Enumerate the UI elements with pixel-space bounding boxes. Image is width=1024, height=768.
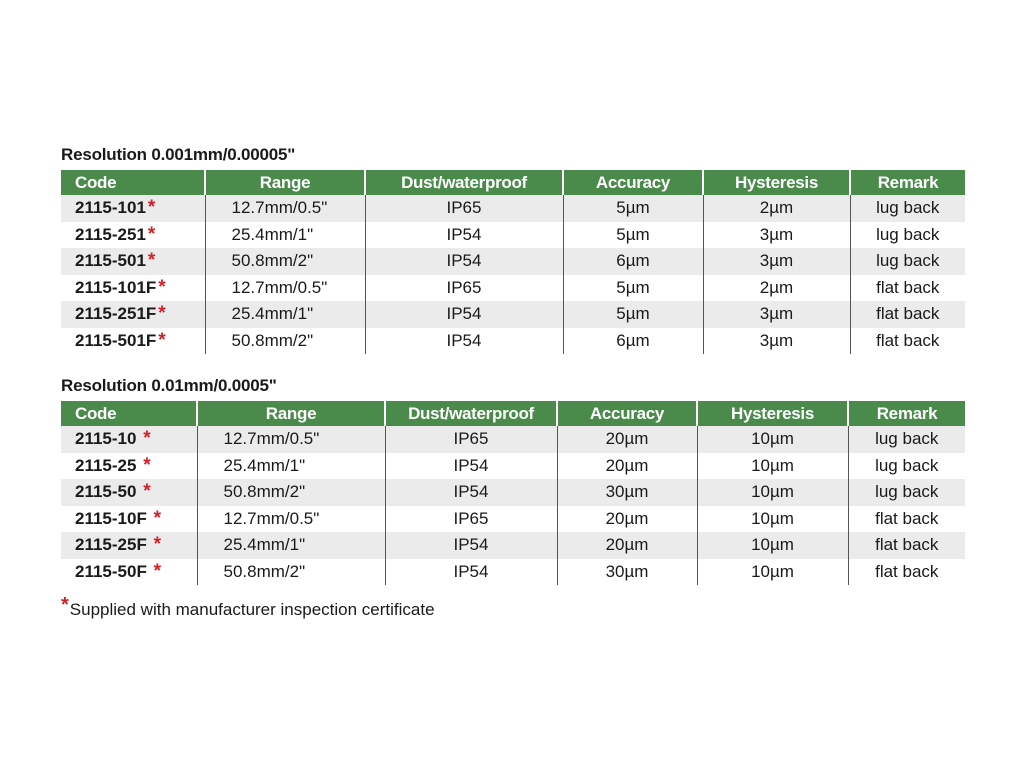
cell-remark: flat back — [848, 506, 965, 533]
cell-range: 50.8mm/2" — [205, 248, 365, 275]
cell-remark: flat back — [848, 559, 965, 586]
cell-range: 25.4mm/1" — [205, 222, 365, 249]
cell-hysteresis: 2µm — [703, 275, 850, 302]
cell-ip: IP54 — [365, 301, 563, 328]
cell-accuracy: 5µm — [563, 301, 703, 328]
cell-hysteresis: 10µm — [697, 506, 848, 533]
cell-code — [61, 328, 205, 355]
cell-accuracy: 20µm — [557, 426, 697, 453]
header-accuracy: Accuracy — [557, 401, 697, 426]
cell-range: 12.7mm/0.5" — [205, 195, 365, 222]
certificate-star: * — [158, 276, 166, 298]
code-text: 2115-101F — [75, 277, 157, 297]
code-text: 2115-10F — [75, 508, 147, 528]
table-row — [61, 506, 965, 533]
cell-range: 25.4mm/1" — [205, 301, 365, 328]
table-row — [61, 328, 965, 355]
cell-ip: IP65 — [385, 426, 557, 453]
cell-accuracy: 6µm — [563, 328, 703, 355]
header-accuracy: Accuracy — [563, 170, 703, 195]
code-text: 2115-101 — [75, 198, 146, 218]
certificate-star: * — [153, 507, 161, 529]
table-row — [61, 222, 965, 249]
table-row — [61, 275, 965, 302]
cell-hysteresis: 3µm — [703, 328, 850, 355]
cell-hysteresis: 3µm — [703, 248, 850, 275]
cell-code — [61, 532, 197, 559]
header-code: Code — [61, 170, 205, 195]
cell-remark: flat back — [848, 532, 965, 559]
cell-code — [61, 559, 197, 586]
cell-accuracy: 20µm — [557, 453, 697, 480]
spec-table-2 — [61, 401, 965, 585]
spec-table-1 — [61, 170, 965, 354]
certificate-star: * — [143, 481, 151, 503]
code-text: 2115-50F — [75, 561, 147, 581]
cell-accuracy: 20µm — [557, 532, 697, 559]
table-row — [61, 532, 965, 559]
cell-code — [61, 195, 205, 222]
cell-ip: IP54 — [385, 453, 557, 480]
code-text: 2115-501 — [75, 251, 146, 271]
certificate-star: * — [143, 428, 151, 450]
cell-hysteresis: 10µm — [697, 479, 848, 506]
cell-code — [61, 275, 205, 302]
cell-range: 50.8mm/2" — [197, 559, 385, 586]
certificate-star: * — [147, 223, 156, 245]
certificate-star: * — [158, 303, 166, 325]
cell-remark: flat back — [850, 328, 965, 355]
cell-accuracy: 6µm — [563, 248, 703, 275]
table-row — [61, 195, 965, 222]
cell-range: 12.7mm/0.5" — [205, 275, 365, 302]
footnote-text: Supplied with manufacturer inspection certificate — [69, 600, 435, 619]
section-title-2: Resolution 0.01mm/0.0005" — [61, 376, 277, 395]
cell-remark: lug back — [850, 222, 965, 249]
cell-accuracy: 5µm — [563, 195, 703, 222]
section-title-1: Resolution 0.001mm/0.00005" — [61, 145, 296, 164]
header-hysteresis: Hysteresis — [703, 170, 850, 195]
header-range: Range — [197, 401, 385, 426]
cell-ip: IP65 — [385, 506, 557, 533]
cell-hysteresis: 10µm — [697, 453, 848, 480]
cell-range: 25.4mm/1" — [197, 453, 385, 480]
code-text: 2115-501F — [75, 330, 157, 350]
certificate-star: * — [61, 594, 69, 616]
cell-ip: IP54 — [365, 222, 563, 249]
cell-ip: IP54 — [385, 559, 557, 586]
code-text: 2115-251 — [75, 224, 146, 244]
cell-range: 50.8mm/2" — [197, 479, 385, 506]
certificate-star: * — [153, 534, 161, 556]
code-text: 2115-10 — [75, 429, 137, 449]
cell-ip: IP65 — [365, 275, 563, 302]
cell-hysteresis: 10µm — [697, 559, 848, 586]
header-code: Code — [61, 401, 197, 426]
table-row — [61, 479, 965, 506]
cell-remark: flat back — [850, 275, 965, 302]
code-text: 2115-50 — [75, 482, 137, 502]
header-dust-waterproof: Dust/waterproof — [385, 401, 557, 426]
cell-ip: IP54 — [365, 248, 563, 275]
header-remark: Remark — [848, 401, 965, 426]
cell-range: 25.4mm/1" — [197, 532, 385, 559]
certificate-star: * — [147, 250, 156, 272]
cell-remark: lug back — [848, 453, 965, 480]
cell-code — [61, 222, 205, 249]
cell-remark: lug back — [848, 426, 965, 453]
cell-remark: lug back — [848, 479, 965, 506]
cell-accuracy: 20µm — [557, 506, 697, 533]
cell-code — [61, 248, 205, 275]
table-row — [61, 453, 965, 480]
cell-hysteresis: 10µm — [697, 532, 848, 559]
cell-code — [61, 301, 205, 328]
certificate-star: * — [147, 197, 156, 219]
cell-range: 12.7mm/0.5" — [197, 426, 385, 453]
cell-code — [61, 426, 197, 453]
header-hysteresis: Hysteresis — [697, 401, 848, 426]
cell-remark: lug back — [850, 195, 965, 222]
cell-remark: flat back — [850, 301, 965, 328]
header-dust-waterproof: Dust/waterproof — [365, 170, 563, 195]
certificate-star: * — [153, 560, 161, 582]
cell-accuracy: 30µm — [557, 559, 697, 586]
cell-ip: IP54 — [385, 479, 557, 506]
cell-ip: IP54 — [365, 328, 563, 355]
cell-code — [61, 506, 197, 533]
code-text: 2115-25F — [75, 535, 147, 555]
header-range: Range — [205, 170, 365, 195]
cell-range: 12.7mm/0.5" — [197, 506, 385, 533]
certificate-star: * — [143, 454, 151, 476]
cell-code — [61, 479, 197, 506]
cell-remark: lug back — [850, 248, 965, 275]
code-text: 2115-251F — [75, 304, 157, 324]
cell-ip: IP65 — [365, 195, 563, 222]
cell-hysteresis: 10µm — [697, 426, 848, 453]
cell-hysteresis: 2µm — [703, 195, 850, 222]
code-text: 2115-25 — [75, 455, 137, 475]
cell-accuracy: 5µm — [563, 222, 703, 249]
cell-hysteresis: 3µm — [703, 222, 850, 249]
cell-code — [61, 453, 197, 480]
cell-ip: IP54 — [385, 532, 557, 559]
table-row — [61, 426, 965, 453]
footnote — [61, 594, 435, 621]
table-header-row — [61, 170, 965, 195]
cell-range: 50.8mm/2" — [205, 328, 365, 355]
table-row — [61, 301, 965, 328]
cell-accuracy: 30µm — [557, 479, 697, 506]
table-row — [61, 559, 965, 586]
cell-hysteresis: 3µm — [703, 301, 850, 328]
header-remark: Remark — [850, 170, 965, 195]
certificate-star: * — [158, 329, 166, 351]
cell-accuracy: 5µm — [563, 275, 703, 302]
table-header-row — [61, 401, 965, 426]
table-row — [61, 248, 965, 275]
